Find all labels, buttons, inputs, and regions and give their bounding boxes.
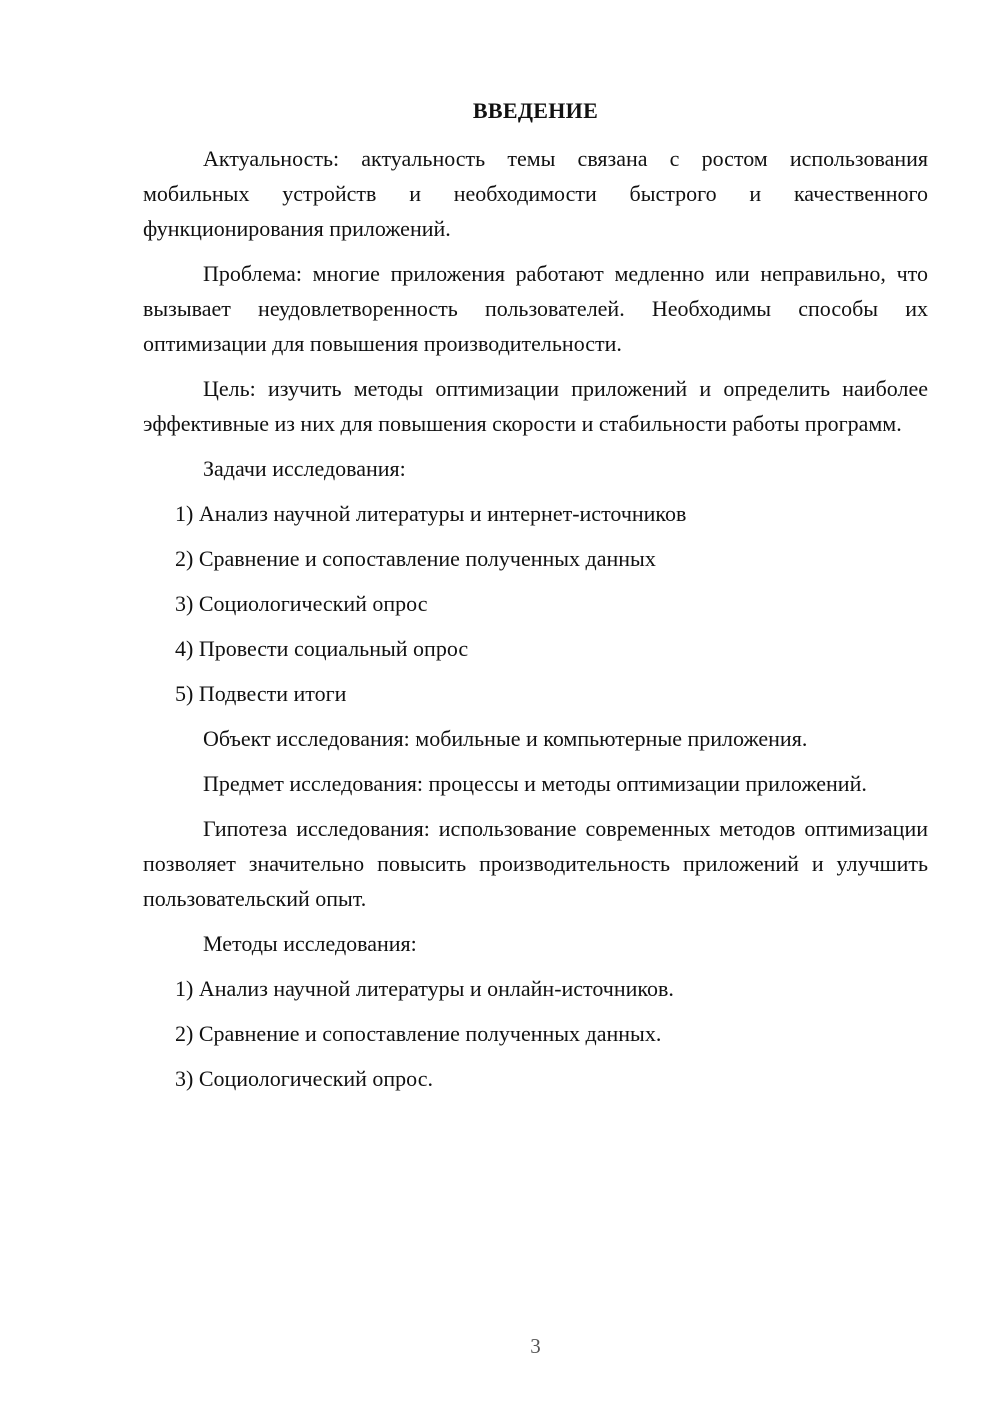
- list-item: 4) Провести социальный опрос: [175, 636, 469, 661]
- paragraph-subject: Предмет исследования: процессы и методы оптимизации приложений.: [203, 771, 867, 796]
- list-item: 2) Сравнение и сопоставление полученных данных: [175, 546, 656, 571]
- page-number: 3: [530, 1334, 541, 1358]
- paragraph-relevance: Актуальность: актуальность темы связана с ростом использования мобильных устройств и необходимости быстрого и качественного функционирования приложений.: [143, 146, 928, 241]
- list-item: 2) Сравнение и сопоставление полученных данных.: [175, 1021, 662, 1046]
- paragraph-problem: Проблема: многие приложения работают медленно или неправильно, что вызывает неудовлетворенность пользователей. Необходимы способы их оптимизации для повышения производительности.: [143, 261, 928, 356]
- methods-heading: Методы исследования:: [203, 931, 417, 956]
- paragraph-goal: Цель: изучить методы оптимизации приложений и определить наиболее эффективные из них для повышения скорости и стабильности работы программ.: [143, 376, 928, 436]
- methods-list: [143, 971, 928, 1096]
- list-item: 3) Социологический опрос.: [175, 1066, 433, 1091]
- list-item: 1) Анализ научной литературы и онлайн-источников.: [175, 976, 674, 1001]
- document-body: [143, 141, 928, 1106]
- page-title: ВВЕДЕНИЕ: [472, 98, 599, 123]
- document-page: [143, 0, 928, 1414]
- list-item: 5) Подвести итоги: [175, 681, 347, 706]
- paragraph-object: Объект исследования: мобильные и компьютерные приложения.: [203, 726, 808, 751]
- tasks-list: [143, 496, 928, 711]
- list-item: 3) Социологический опрос: [175, 591, 428, 616]
- list-item: 1) Анализ научной литературы и интернет-источников: [175, 501, 687, 526]
- tasks-heading: Задачи исследования:: [203, 456, 406, 481]
- paragraph-hypothesis: Гипотеза исследования: использование современных методов оптимизации позволяет значительно повысить производительность приложений и улучшить пользовательский опыт.: [143, 816, 928, 911]
